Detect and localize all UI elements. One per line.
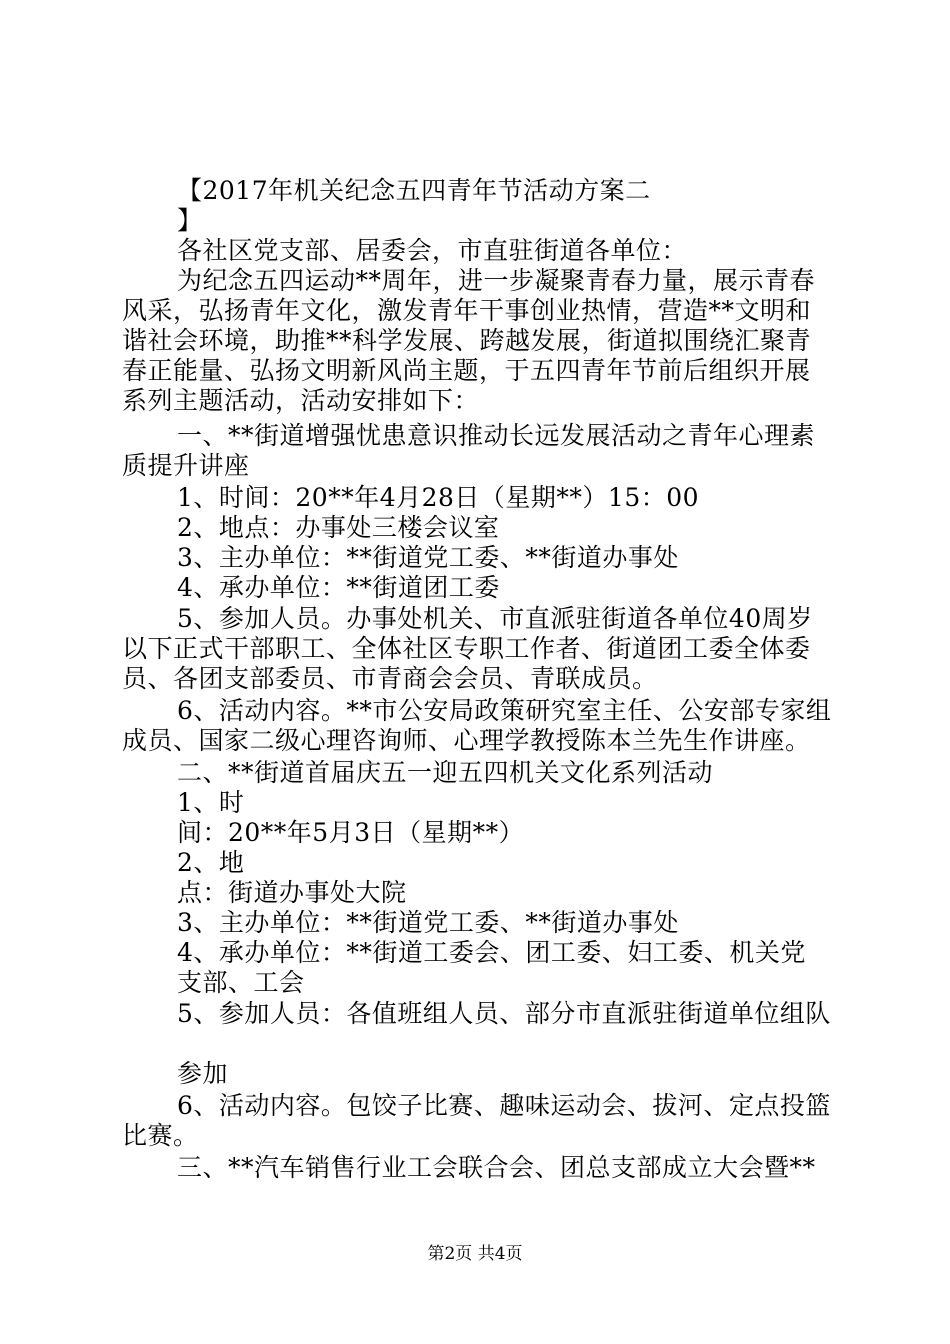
section-heading-3: 三、**汽车销售行业工会联合会、团总支部成立大会暨** (177, 1153, 816, 1182)
body-line: 春正能量、弘扬文明新风尚主题，于五四青年节前后组织开展 (122, 356, 811, 385)
list-item: 6、活动内容。包饺子比赛、趣味运动会、拔河、定点投篮 (177, 1091, 831, 1120)
list-item-cont: 成员、国家二级心理咨询师、心理学教授陈本兰先生作讲座。 (122, 726, 811, 755)
body-line: 风采，弘扬青年文化，激发青年干事创业热情，营造**文明和 (122, 296, 812, 325)
body-line: 谐社会环境，助推**科学发展、跨越发展，街道拟围绕汇聚青 (122, 326, 812, 355)
list-item-cont: 参加 (177, 1059, 229, 1088)
list-item: 2、地 (177, 848, 245, 877)
section-heading-1: 一、**街道增强忧患意识推动长远发展活动之青年心理素 (177, 421, 816, 450)
list-item-cont: 以下正式干部职工、全体社区专职工作者、街道团工委全体委 (122, 634, 811, 663)
doc-title-line-1: 【2017年机关纪念五四青年节活动方案二 (177, 176, 651, 205)
body-line: 系列主题活动，活动安排如下： (122, 386, 480, 415)
list-item-cont: 比赛。 (122, 1121, 199, 1150)
list-item: 1、时间：20**年4月28日（星期**）15：00 (177, 483, 700, 512)
list-item: 4、承办单位：**街道工委会、团工委、妇工委、机关党 (177, 938, 806, 967)
body-line: 为纪念五四运动**周年，进一步凝聚青春力量，展示青春 (177, 266, 816, 295)
list-item-cont: 间：20**年5月3日（星期**） (177, 818, 525, 847)
list-item: 6、活动内容。**市公安局政策研究室主任、公安部专家组 (177, 696, 832, 725)
salutation-line: 各社区党支部、居委会，市直驻街道各单位： (177, 236, 688, 265)
list-item: 5、参加人员。办事处机关、市直派驻街道各单位40周岁 (177, 604, 813, 633)
list-item-cont: 点：街道办事处大院 (177, 878, 407, 907)
list-item: 3、主办单位：**街道党工委、**街道办事处 (177, 908, 679, 937)
list-item: 2、地点：办事处三楼会议室 (177, 513, 500, 542)
doc-title-line-2: 】 (177, 206, 203, 235)
list-item-cont: 支部、工会 (177, 968, 305, 997)
list-item-cont: 员、各团支部委员、市青商会会员、青联成员。 (122, 664, 658, 693)
section-heading-2: 二、**街道首届庆五一迎五四机关文化系列活动 (177, 758, 714, 787)
list-item: 4、承办单位：**街道团工委 (177, 573, 500, 602)
section-heading-1-cont: 质提升讲座 (122, 451, 250, 480)
list-item: 1、时 (177, 788, 245, 817)
list-item: 3、主办单位：**街道党工委、**街道办事处 (177, 543, 679, 572)
page-footer: 第2页 共4页 (427, 1244, 523, 1264)
list-item: 5、参加人员：各值班组人员、部分市直派驻街道单位组队 (177, 999, 831, 1028)
